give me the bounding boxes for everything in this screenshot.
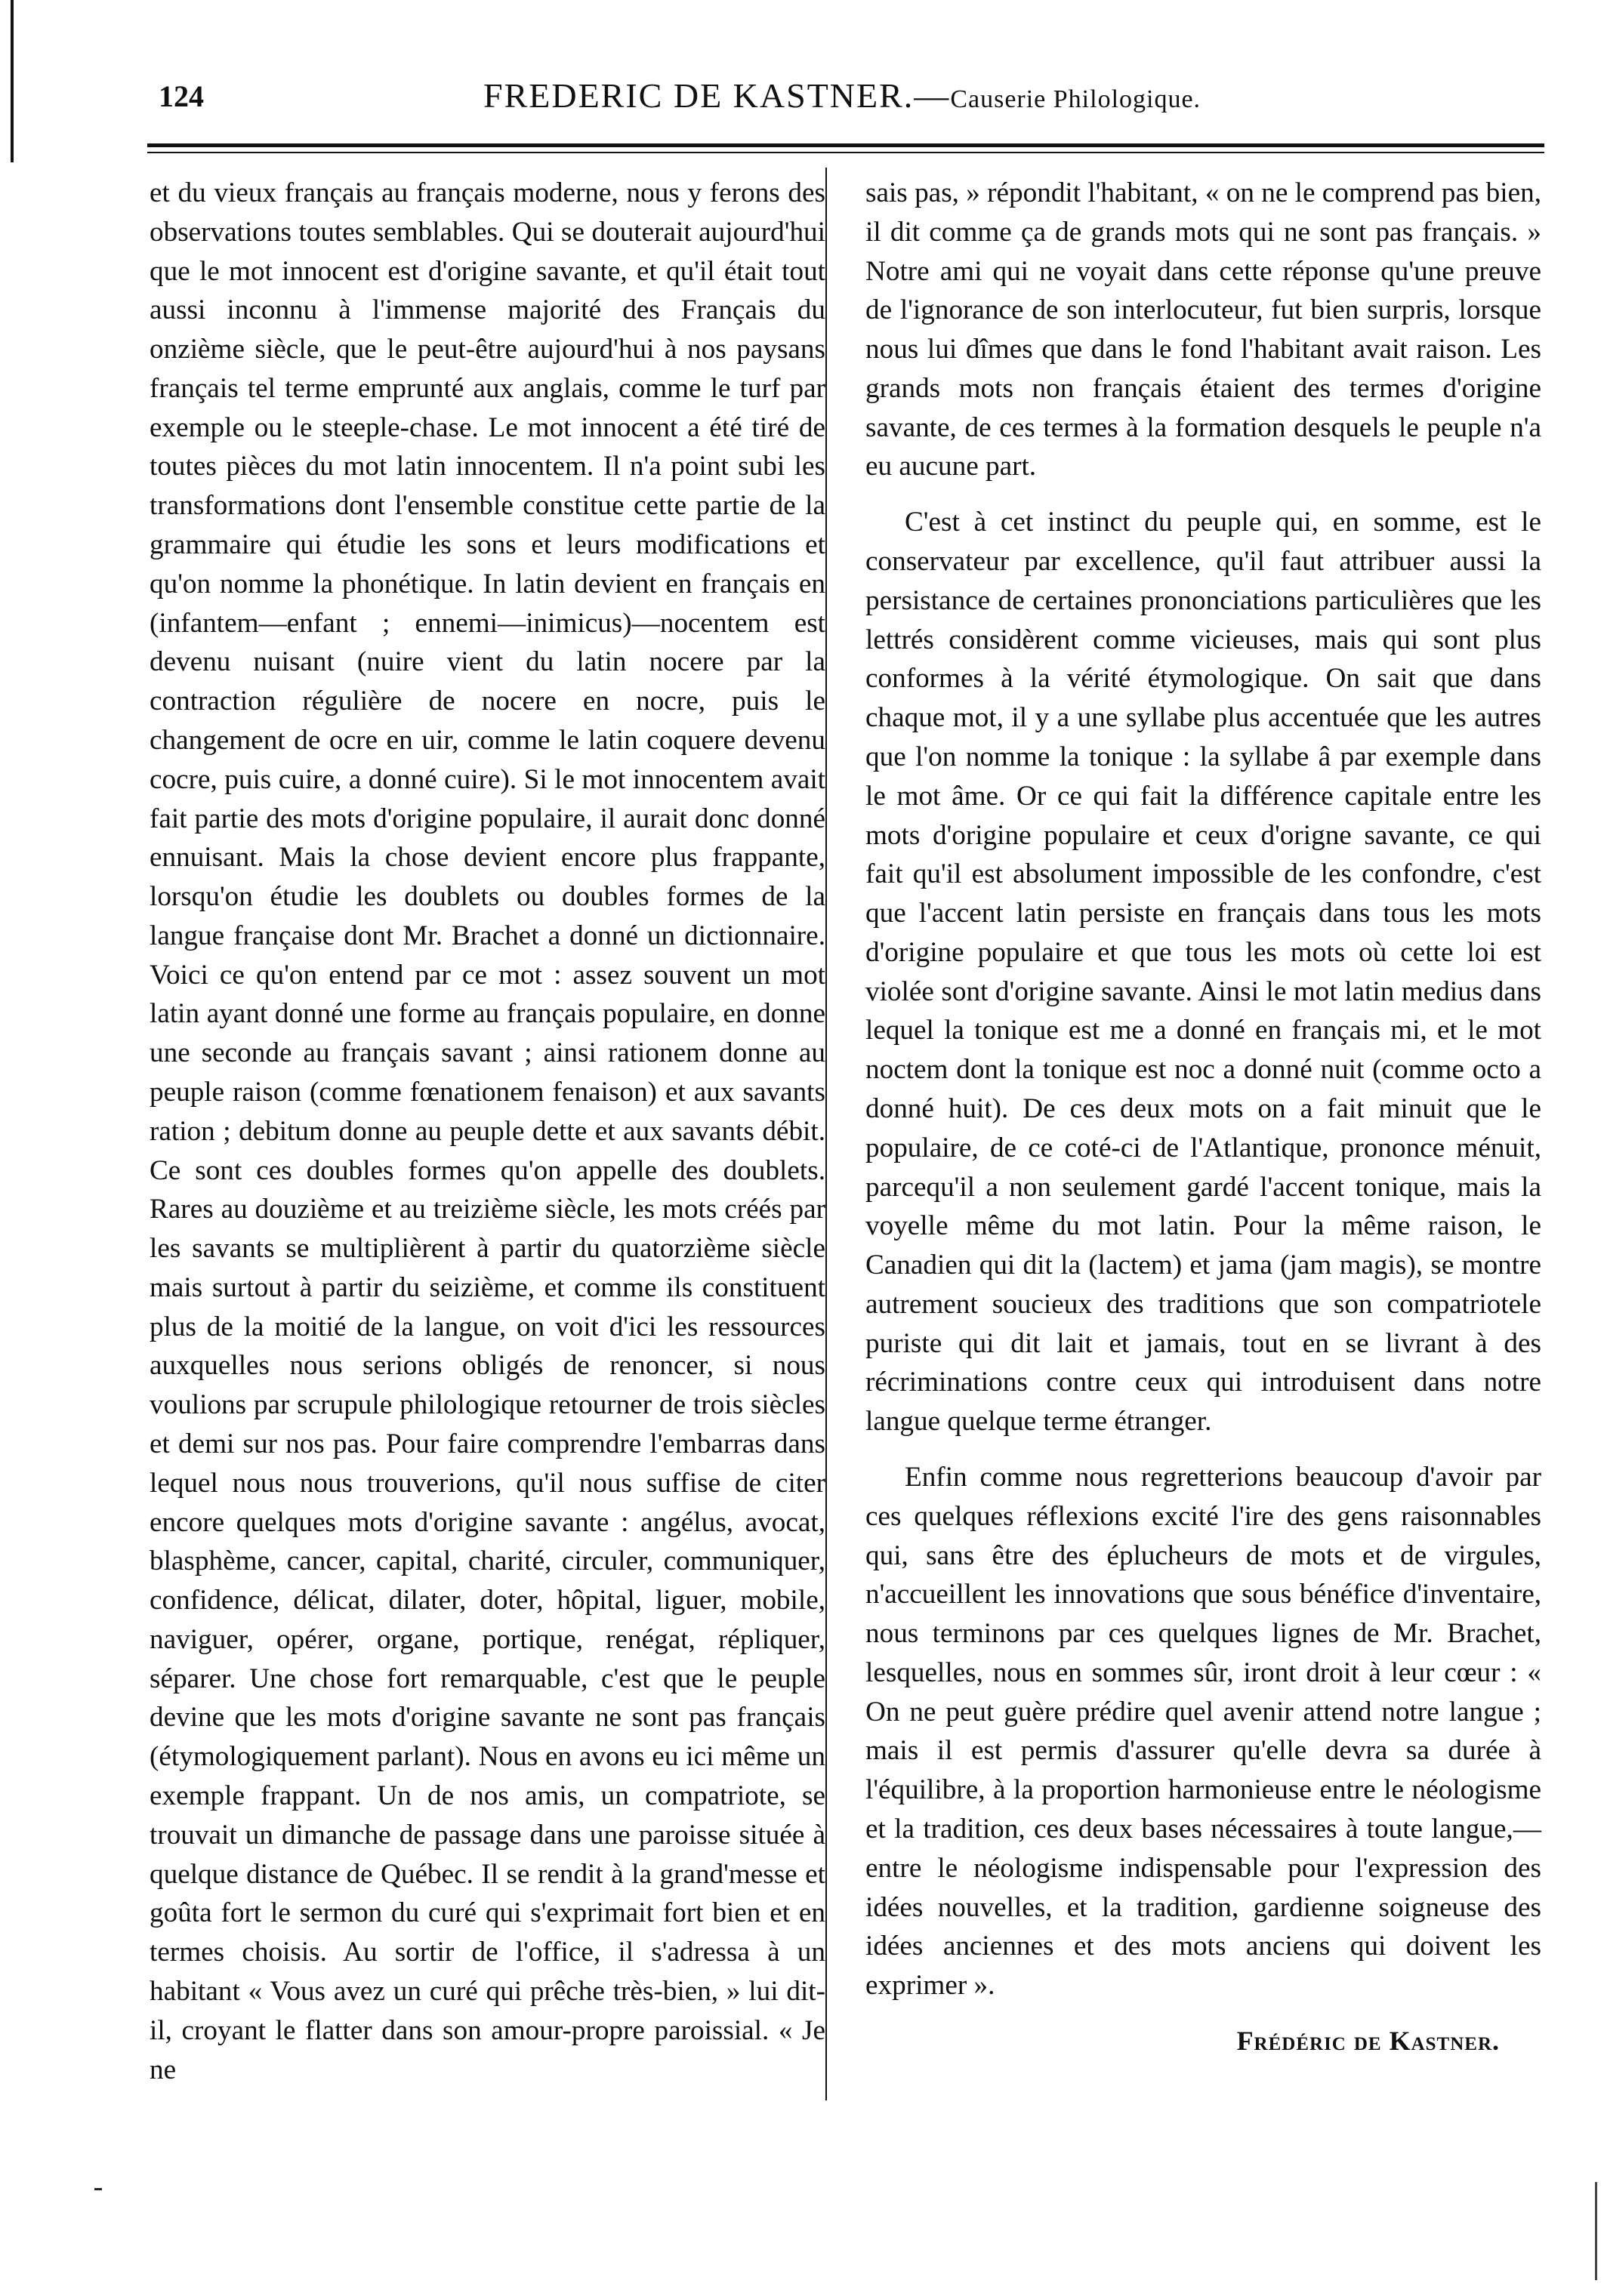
right-paragraph-1: sais pas, » répondit l'habitant, « on ne le comprend pas bien, il dit comme ça de grands mots qui ne sont pas français. » Notre ami qui ne voyait dans cette réponse qu'une preuve de l'ignorance de son interlocuteur, fut bien surpris, lorsque nous lui dîmes que dans le fond l'habitant avait raison. Les grands mots non français étaient des termes d'origine savante, de ces termes à la formation desquels le peuple n'a eu aucune part.	[865, 177, 1541, 482]
running-title	[483, 76, 1201, 116]
left-paragraph-1: et du vieux français au français moderne, nous y ferons des observations toutes semblables. Qui se douterait aujourd'hui que le mot innocent est d'origine savante, et qu'il était tout aussi inconnu à l'immense majorité des Français du onzième siècle, que le peut-être aujourd'hui à nos paysans français tel terme emprunté aux anglais, comme le turf par exemple ou le steeple-chase. Le mot innocent a été tiré de toutes pièces du mot latin innocentem. Il n'a point subi les transformations dont l'ensemble constitue cette partie de la grammaire qui étudie les sons et leurs modifications et qu'on nomme la phonétique. In latin devient en français en (infantem—enfant ; ennemi—inimicus)—nocentem est devenu nuisant (nuire vient du latin nocere par la contraction régulière de nocere en nocre, puis le changement de ocre en uir, comme le latin coquere devenu cocre, puis cuire, a donné cuire). Si le mot innocentem avait fait partie des mots d'origine populaire, il aurait donc donné ennuisant. Mais la chose devient encore plus frappante, lorsqu'on étudie les doublets ou doubles formes de la langue française dont Mr. Brachet a donné un dictionnaire. Voici ce qu'on entend par ce mot : assez souvent un mot latin ayant donné une forme au français populaire, en donne une seconde au français savant ; ainsi rationem donne au peuple raison (comme fœnationem fenaison) et aux savants ration ; debitum donne au peuple dette et aux savants débit. Ce sont ces doubles formes qu'on appelle des doublets. Rares au douzième et au treizième siècle, les mots créés par les savants se multiplièrent à partir du quatorzième siècle mais surtout à partir du seizième, et comme ils constituent plus de la moitié de la langue, on voit d'ici les ressources auxquelles nous serions obligés de renoncer, si nous voulions par scrupule philologique retourner de trois siècles et demi sur nos pas. Pour faire comprendre l'embarras dans lequel nous nous trouverions, qu'il nous suffise de citer encore quelques mots d'origine savante : angélus, avocat, blasphème, cancer, capital, charité, circuler, communiquer, confidence, délicat, dilater, doter, hôpital, liguer, mobile, naviguer, opérer, organe, portique, renégat, répliquer, séparer. Une chose fort remarquable, c'est que le peuple devine que les mots d'origine savante ne sont pas français (étymologiquement parlant). Nous en avons eu ici même un exemple frappant. Un de nos amis, un compatriote, se trouvait un dimanche de passage dans une paroisse située à quelque distance de Québec. Il se rendit à la grand'messe et goûta fort le sermon du curé qui s'exprimait fort bien et en termes choisis. Au sortir de l'office, il s'adressa à un habitant « Vous avez un curé qui prêche très-bien, » lui dit-il, croyant le flatter dans son amour-propre paroissial. « Je ne	[150, 177, 825, 2085]
running-title-subtitle: Causerie Philologique.	[950, 85, 1201, 113]
left-column	[150, 174, 825, 2106]
page-edge	[11, 0, 14, 162]
margin-mark-right	[1595, 2182, 1597, 2280]
right-paragraph-3: Enfin comme nous regretterions beaucoup d'avoir par ces quelques réflexions excité l'ire des gens raisonnables qui, sans être des éplucheurs de mots et de virgules, n'accueillent les innovations que sous bénéfice d'inventaire, nous terminons par ces quelques lignes de Mr. Brachet, lesquelles, nous en sommes sûr, iront droit à leur cœur : « On ne peut guère prédire quel avenir attend notre langue ; mais il est permis d'assurer qu'elle devra sa durée à l'équilibre, à la proportion harmonieuse entre le néologisme et la tradition, ces deux bases nécessaires à toute langue,—entre le néologisme indispensable pour l'expression des idées nouvelles, et la tradition, gardienne soigneuse des idées anciennes et des mots anciens qui doivent les exprimer ».	[865, 1462, 1541, 2002]
page-number: 124	[159, 79, 204, 113]
running-header	[159, 76, 1548, 121]
column-divider	[825, 168, 827, 2100]
author-signature: Frédéric de Kastner.	[1236, 2025, 1500, 2056]
header-rule-thick	[147, 143, 1544, 147]
right-column	[865, 174, 1541, 2060]
header-rule-thin	[147, 152, 1544, 153]
right-paragraph-2: C'est à cet instinct du peuple qui, en somme, est le conservateur par excellence, qu'il faut attribuer aussi la persistance de certaines prononciations particulières que les lettrés considèrent comme vicieuses, mais qui sont plus conformes à la vérité étymologique. On sait que dans chaque mot, il y a une syllabe plus accentuée que les autres que l'on nomme la tonique : la syllabe â par exemple dans le mot âme. Or ce qui fait la différence capitale entre les mots d'origine populaire et ceux d'origne savante, ce qui fait qu'il est absolument impossible de les confondre, c'est que l'accent latin persiste en français dans tous les mots d'origine populaire et que tous les mots où cette loi est violée sont d'origine savante. Ainsi le mot latin medius dans lequel la tonique est me a donné en français mi, et le mot noctem dont la tonique est noc a donné nuit (comme octo a donné huit). De ces deux mots on a fait minuit que le populaire, de ce coté-ci de l'Atlantique, prononce ménuit, parcequ'il a non seulement gardé l'accent tonique, mais la voyelle même du mot latin. Pour la même raison, le Canadien qui dit la (lactem) et jama (jam magis), se montre autrement soucieux des traditions que son compatriotele puriste qui dit lait et jamais, tout en se livrant à des récriminations contre ceux qui introduisent dans notre langue quelque terme étranger.	[865, 507, 1541, 1438]
margin-mark-left	[94, 2188, 102, 2190]
running-title-main: FREDERIC DE KASTNER.—	[483, 76, 951, 115]
